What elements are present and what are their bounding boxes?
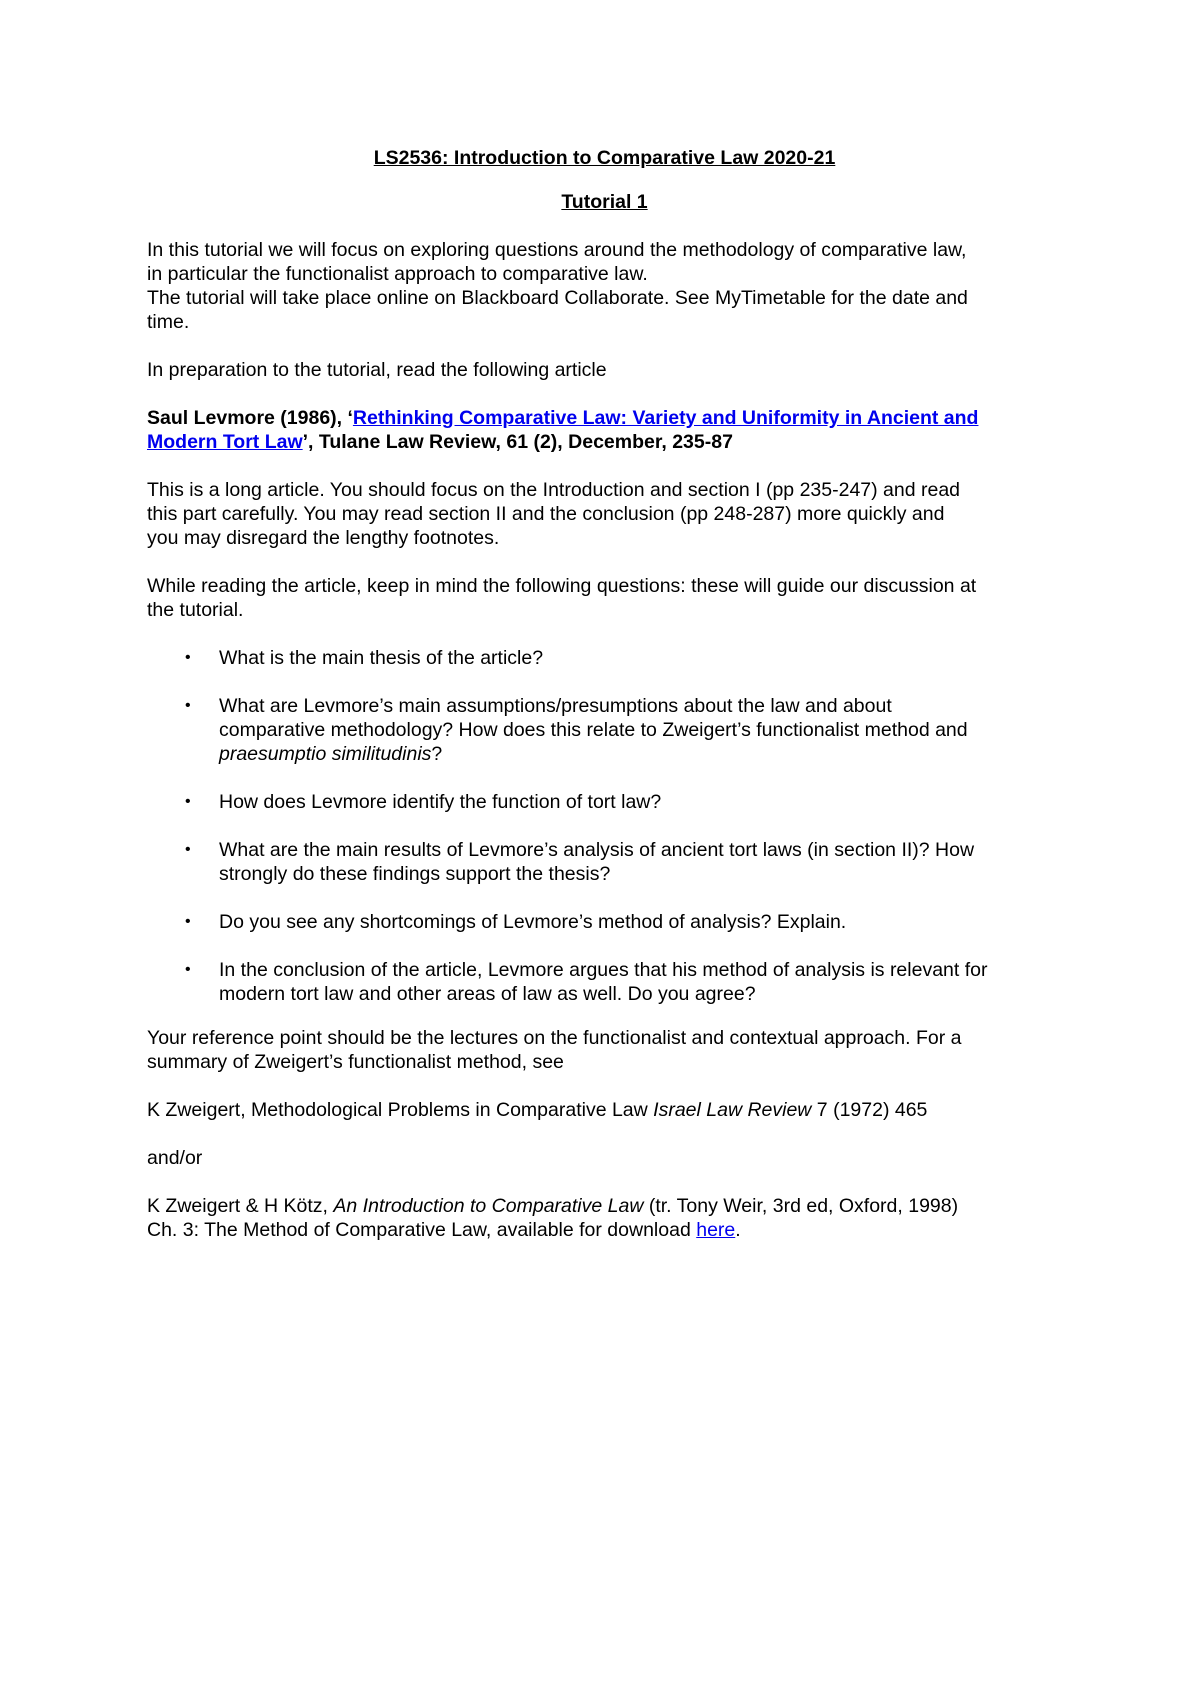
bullet-icon: • xyxy=(185,961,191,978)
focus-line: this part carefully. You may read section II and the conclusion (pp 248-287) more quickly and xyxy=(147,503,945,525)
bullet-icon: • xyxy=(185,793,191,810)
focus-line: you may disregard the lengthy footnotes. xyxy=(147,527,500,549)
reference-zweigert-1972: K Zweigert, Methodological Problems in Comparative Law Israel Law Review 7 (1972) 465 xyxy=(147,1099,928,1121)
bullet-icon: • xyxy=(185,697,191,714)
intro-line: In this tutorial we will focus on exploring questions around the methodology of comparative law, xyxy=(147,239,967,261)
bullet-icon: • xyxy=(185,649,191,666)
question-item: • How does Levmore identify the function of tort law? xyxy=(185,791,662,813)
questions-list xyxy=(147,646,1062,1006)
citation-author: Saul Levmore (1986), ‘ xyxy=(147,407,353,429)
article-link[interactable]: Rethinking Comparative Law: Variety and Uniformity in Ancient and xyxy=(352,407,979,429)
question-item: • Do you see any shortcomings of Levmore’s method of analysis? Explain. xyxy=(185,911,847,933)
article-link-continued[interactable]: Modern Tort Law xyxy=(147,431,303,453)
reference-line: summary of Zweigert’s functionalist method, see xyxy=(147,1051,564,1073)
guide-line: the tutorial. xyxy=(147,599,244,621)
reference-zweigert-kotz: K Zweigert & H Kötz, An Introduction to Comparative Law (tr. Tony Weir, 3rd ed, Oxford, 1998) Ch. 3: The Method of Comparative Law, available for download here. xyxy=(147,1195,959,1241)
question-item: • In the conclusion of the article, Levmore argues that his method of analysis is relevant for modern tort law and other areas of law as well. Do you agree? xyxy=(185,959,988,1005)
focus-line: This is a long article. You should focus on the Introduction and section I (pp 235-247) and read xyxy=(147,479,961,501)
citation-journal: ’, Tulane Law Review, 61 (2), December, 235-87 xyxy=(302,431,733,453)
document-title: LS2536: Introduction to Comparative Law 2020-21 xyxy=(373,147,836,169)
reference-paragraph xyxy=(147,1026,1062,1074)
tutorial-heading: Tutorial 1 xyxy=(561,191,648,213)
and-or-text: and/or xyxy=(147,1147,203,1169)
intro-line: time. xyxy=(147,311,190,333)
question-item: • What is the main thesis of the article? xyxy=(185,647,544,669)
document-page xyxy=(147,146,1062,1266)
bullet-icon: • xyxy=(185,841,191,858)
question-item: • What are the main results of Levmore’s analysis of ancient tort laws (in section II)? How strongly do these findings support the thesis? xyxy=(185,839,975,885)
guide-paragraph xyxy=(147,574,1062,622)
focus-paragraph xyxy=(147,478,1062,550)
question-item: • What are Levmore’s main assumptions/presumptions about the law and about comparative methodology? How does this relate to Zweigert’s functionalist method and praesumptio similitudinis? xyxy=(185,695,968,765)
preparation-text: In preparation to the tutorial, read the following article xyxy=(147,359,607,381)
article-citation xyxy=(147,406,1062,454)
guide-line: While reading the article, keep in mind the following questions: these will guide our discussion at xyxy=(147,575,977,597)
bullet-icon: • xyxy=(185,913,191,930)
download-link[interactable]: here xyxy=(696,1219,736,1241)
intro-line: The tutorial will take place online on Blackboard Collaborate. See MyTimetable for the date and xyxy=(147,287,968,309)
reference-line: Your reference point should be the lectures on the functionalist and contextual approach. For a xyxy=(147,1027,962,1049)
intro-paragraph xyxy=(147,238,1062,334)
intro-line: in particular the functionalist approach to comparative law. xyxy=(147,263,648,285)
